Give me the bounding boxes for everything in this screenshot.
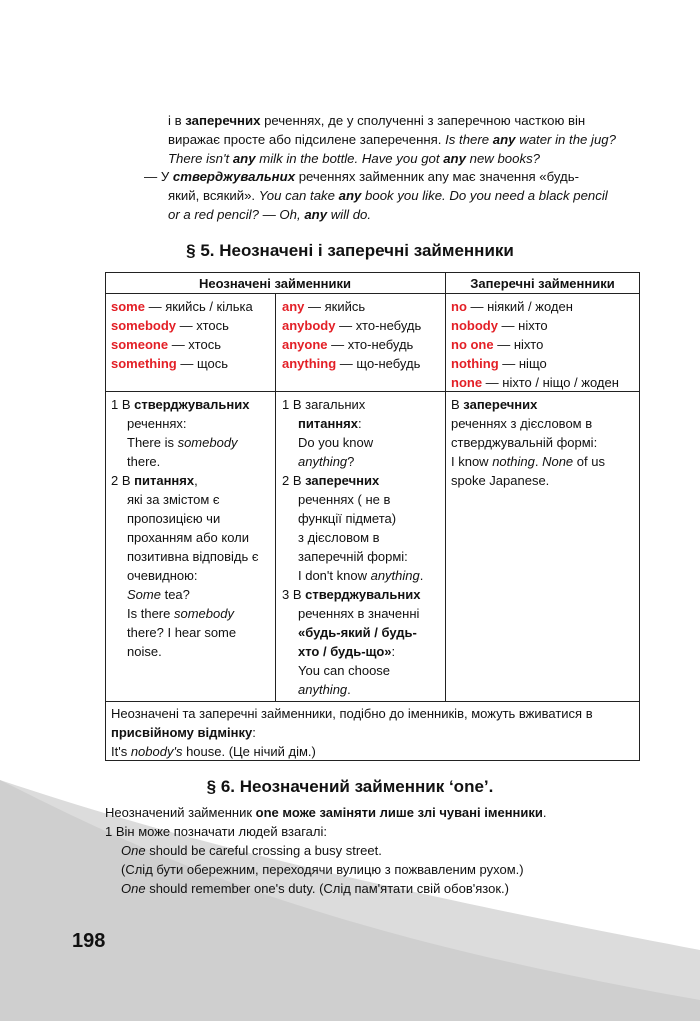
pronoun-anyone: anyone — хто-небудь <box>282 337 414 352</box>
pronoun-no: no — ніякий / жоден <box>451 299 573 314</box>
pronoun-nobody: nobody — ніхто <box>451 318 548 333</box>
section-6-line-1: Неозначений займенник one може заміняти лише злі чувані іменники. <box>105 805 547 820</box>
pronoun-any: any — якийсь <box>282 299 366 314</box>
intro-line-3: There isn't any milk in the bottle. Have you got any new books? <box>168 151 540 166</box>
intro-line-4: — У стверджувальних реченнях займенник any має значення «будь- <box>144 169 579 184</box>
intro-line-6: or a red pencil? — Oh, any will do. <box>168 207 372 222</box>
section-5-title: § 5. Неозначені і заперечні займенники <box>186 241 514 260</box>
section-6-line-4: (Слід бути обережним, переходячи вулицю з пожвавленим рухом.) <box>121 862 524 877</box>
pronoun-no-one: no one — ніхто <box>451 337 544 352</box>
pronoun-anybody: anybody — хто-небудь <box>282 318 422 333</box>
pronoun-someone: someone — хтось <box>111 337 221 352</box>
pronoun-anything: anything — що-небудь <box>282 356 421 371</box>
section-6-line-5: One should remember one's duty. (Слід пам'ятати свій обов'язок.) <box>121 881 509 896</box>
section-6-line-3: One should be careful crossing a busy street. <box>121 843 382 858</box>
header-indefinite: Неозначені займенники <box>198 276 351 291</box>
pronoun-nothing: nothing — ніщо <box>451 356 547 371</box>
pronoun-somebody: somebody — хтось <box>111 318 229 333</box>
page-number: 198 <box>72 930 106 952</box>
pronoun-none: none — ніхто / ніщо / жоден <box>451 375 619 390</box>
intro-line-1: і в заперечних реченнях, де у сполученні з заперечною часткою він <box>168 113 586 128</box>
pronoun-something: something — щось <box>111 356 229 371</box>
pronoun-some: some — якийсь / кілька <box>111 299 253 314</box>
section-6-line-2: 1 Він може позначати людей взагалі: <box>105 824 327 839</box>
section-6-title: § 6. Неозначений займенник ‘one’. <box>206 777 494 796</box>
pronoun-table: Неозначені займенники Заперечні займенники some — якийсь / кілька somebody — хтось someone — хтось something — щось any — якийсь anybody — хто-небудь anyone — хто-небудь anything — що-небудь no — ніякий / жоден nobody — ніхто no one — ніхто nothing — ніщо none — ніхто / ніщо / жоден 1 В стверджувальних реченнях: There is somebody there. 2 В питаннях, які за змістом є пропозицією чи проханням або коли позитивна відповідь є очевидною: Some tea? Is there somebody there? I hear some noise. 1 В загальних питаннях: Do you know anything? 2 В заперечних реченнях ( не в функції підмета) з дієсловом в заперечній формі: I don't know anything. 3 В стверджувальних реченнях в значенні «будь-який / будь- хто / будь-що»: You can choose anything. В заперечних реченнях з дієсловом в стверджувальній формі: I know nothing. None of us spoke Japanese. Неозначені та заперечні займенники, подібно до іменників, можуть вживатися в присвійному відмінку: It's nobody's house. (Це нічий дім.) <box>105 272 640 761</box>
header-negative: Заперечні займенники <box>470 276 615 291</box>
intro-line-2: виражає просте або підсилене заперечення. Is there any water in the jug? <box>168 132 616 147</box>
intro-line-5: який, всякий». You can take any book you like. Do you need a black pencil <box>168 188 608 203</box>
